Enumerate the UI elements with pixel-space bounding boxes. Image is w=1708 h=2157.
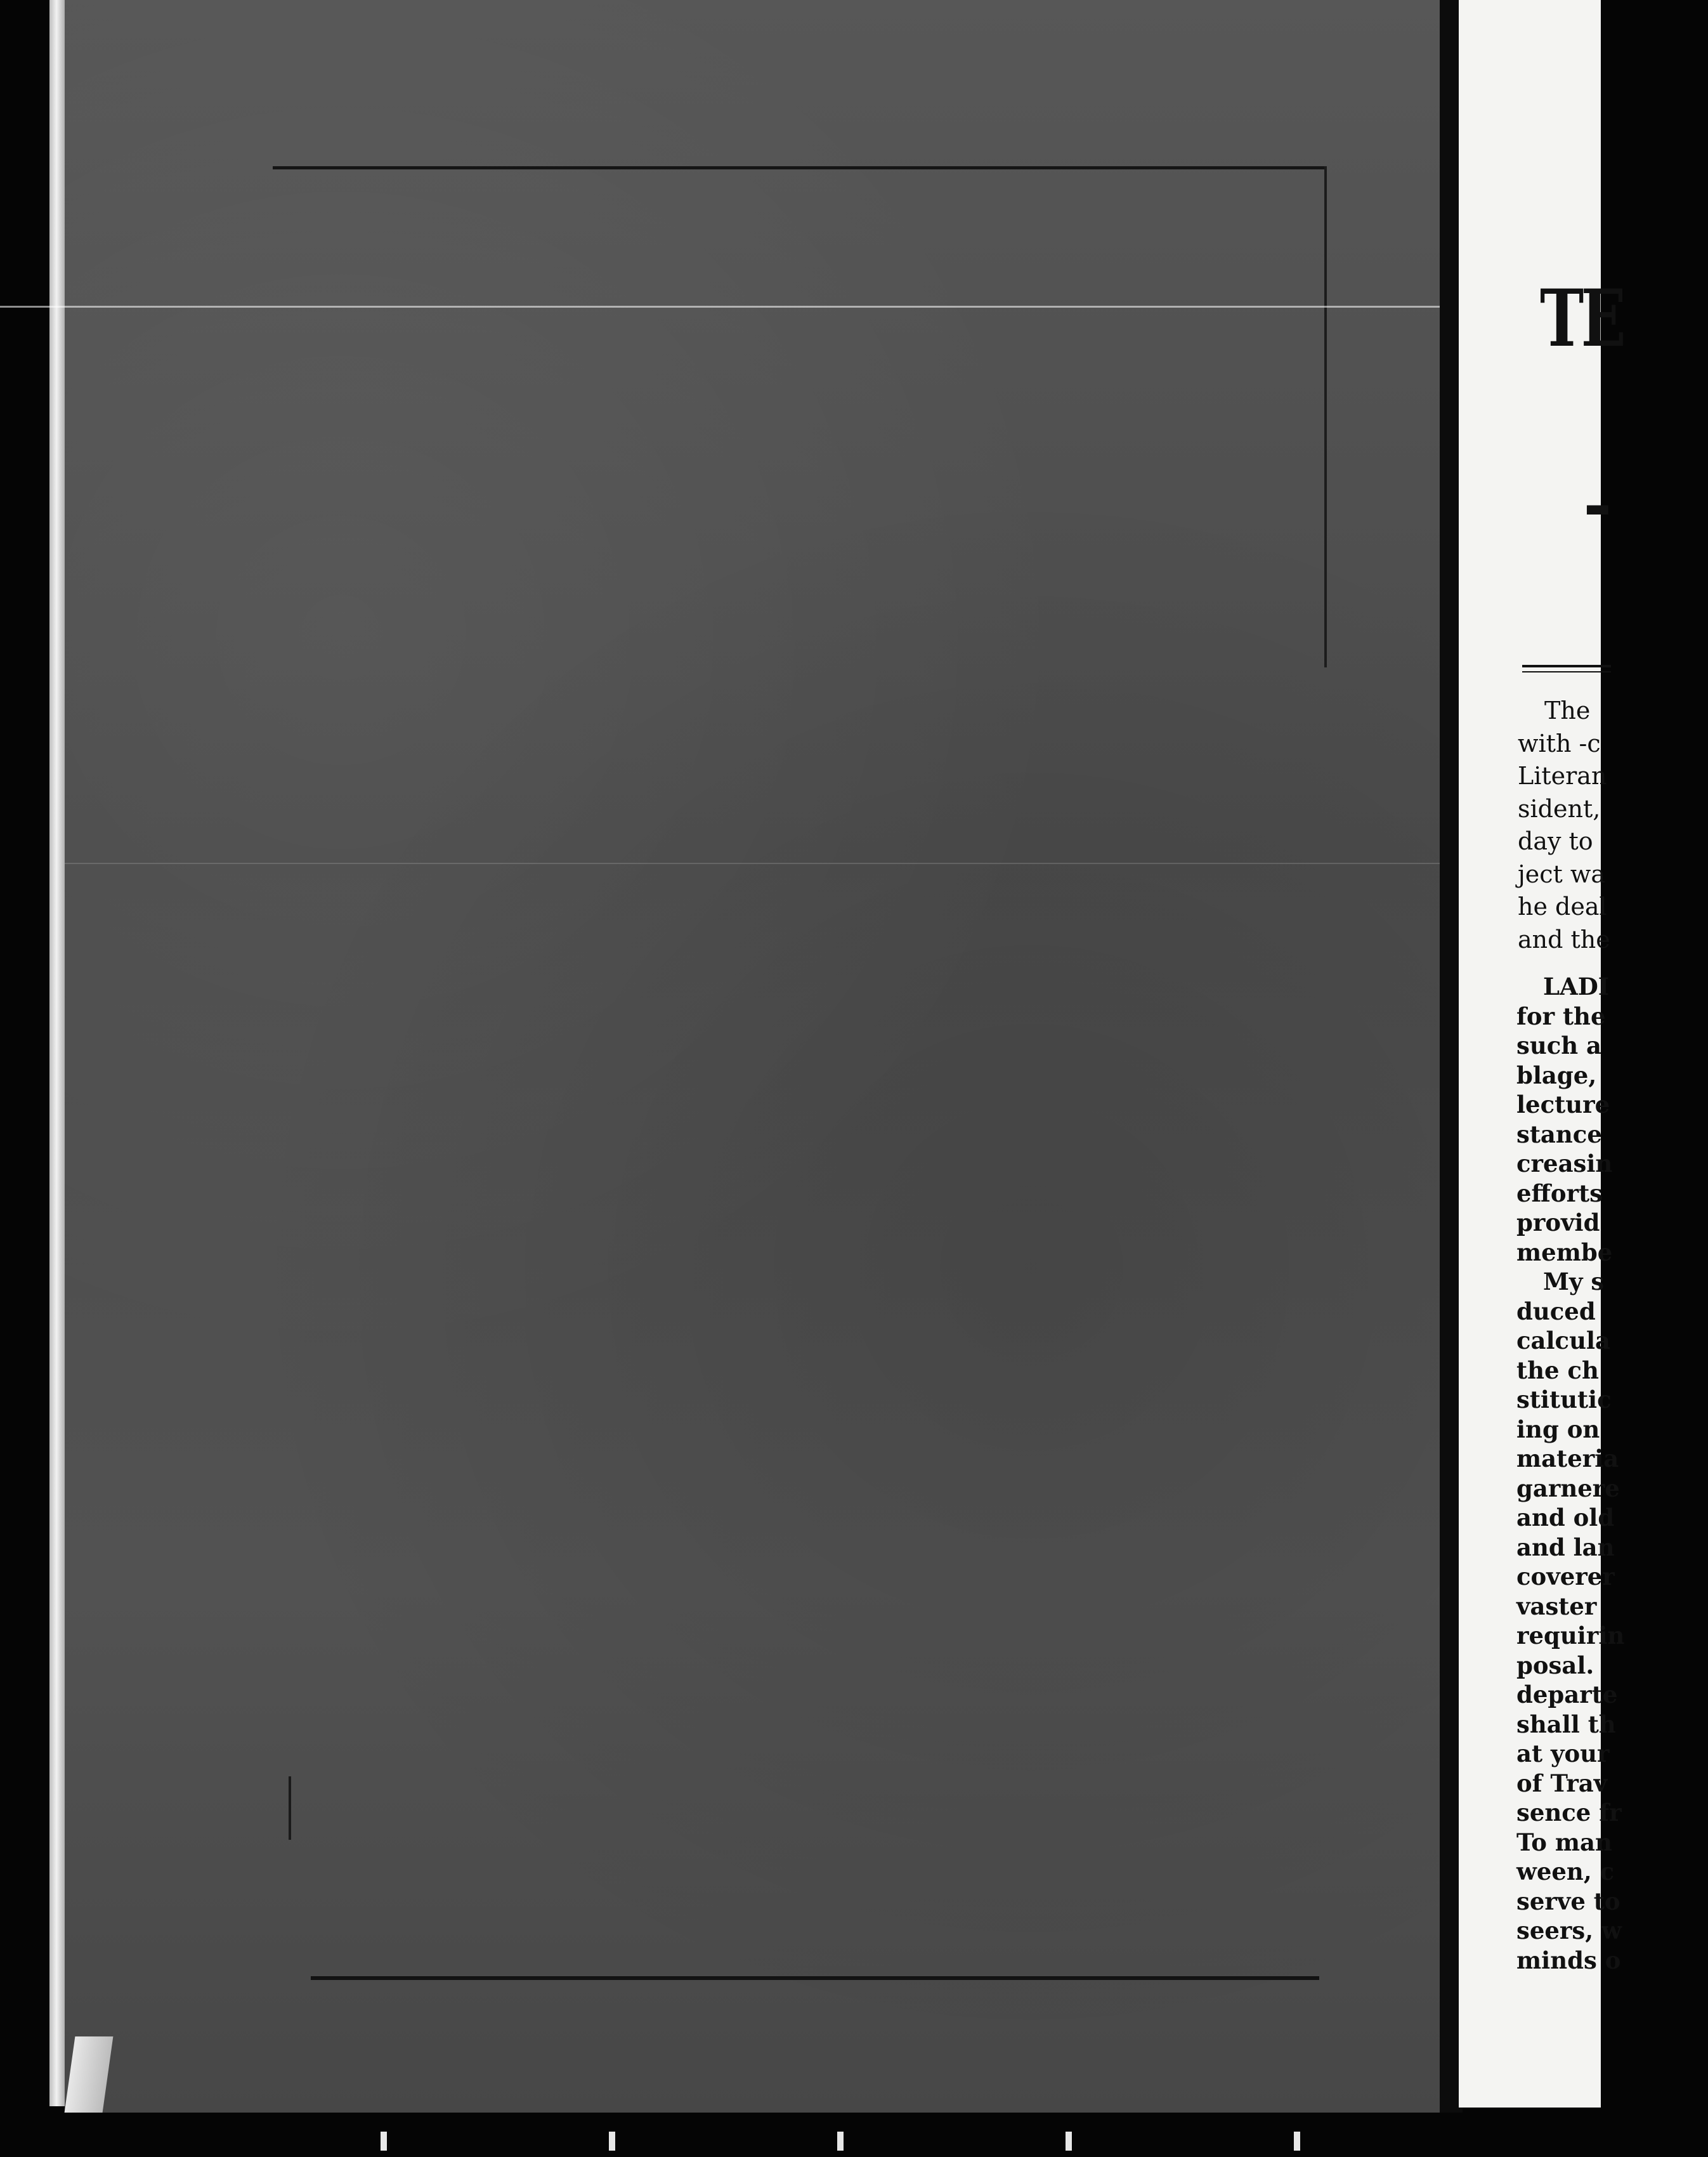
text-line: requirin xyxy=(1516,1622,1625,1649)
text-line: duced xyxy=(1516,1297,1596,1325)
text-line: stance xyxy=(1516,1120,1602,1148)
newspaper-page xyxy=(1459,0,1625,2108)
text-line: calcula xyxy=(1516,1327,1611,1354)
double-rule xyxy=(1522,665,1611,667)
text-line: blage, xyxy=(1516,1061,1597,1089)
text-line: coverer xyxy=(1516,1563,1615,1590)
text-line: posal. xyxy=(1516,1651,1594,1679)
masthead-subtitle: - xyxy=(1583,463,1612,545)
frame-line-top xyxy=(273,166,1326,169)
text-line: lecture xyxy=(1516,1091,1610,1118)
text-line: and lan xyxy=(1516,1533,1615,1561)
text-line: garnere xyxy=(1516,1474,1620,1502)
text-line: and old xyxy=(1516,1504,1615,1531)
text-line: departe xyxy=(1516,1681,1618,1708)
frame-line-left xyxy=(289,1776,291,1840)
text-line: The xyxy=(1544,697,1591,724)
frame-line-right xyxy=(1324,166,1327,667)
scan-mark xyxy=(837,2132,844,2151)
text-line: sident, xyxy=(1518,794,1601,823)
scan-artifact-line xyxy=(0,306,1446,308)
text-line: he deal xyxy=(1518,893,1607,921)
text-line: seers, w xyxy=(1516,1917,1622,1944)
text-line: the ch xyxy=(1516,1356,1599,1384)
scan-mark xyxy=(609,2132,615,2151)
text-line: materia xyxy=(1516,1445,1619,1472)
double-rule xyxy=(1522,671,1611,672)
text-line: and the xyxy=(1518,925,1610,954)
scan-artifact-line xyxy=(65,863,1446,864)
blank-cover-board xyxy=(65,0,1446,2113)
text-line: provid xyxy=(1516,1209,1600,1236)
text-line: vaster xyxy=(1516,1592,1597,1620)
frame-line-bottom xyxy=(311,1976,1319,1980)
text-line: such a xyxy=(1516,1032,1602,1059)
text-line: My s xyxy=(1543,1268,1605,1295)
masthead-title: TE xyxy=(1540,273,1624,365)
text-line: day to xyxy=(1518,827,1593,855)
text-line: for the xyxy=(1516,1002,1606,1030)
text-line: ing on xyxy=(1516,1415,1600,1443)
article-paragraph-2 xyxy=(1516,972,1707,1975)
article-paragraph-1 xyxy=(1518,695,1708,956)
text-line: membe xyxy=(1516,1238,1613,1266)
text-line: efforts xyxy=(1516,1179,1603,1207)
text-line: of Trav xyxy=(1516,1769,1608,1797)
text-line: ween, c xyxy=(1516,1858,1615,1885)
bottom-scan-marks xyxy=(381,2132,1332,2157)
text-line: with -c xyxy=(1518,729,1601,757)
text-line: at your xyxy=(1516,1740,1610,1767)
text-line: Literan xyxy=(1518,762,1607,790)
scan-mark xyxy=(1294,2132,1300,2151)
text-line: creasin xyxy=(1516,1150,1613,1177)
text-line: ject wa xyxy=(1518,860,1606,888)
scan-mark xyxy=(381,2132,387,2151)
text-line: minds o xyxy=(1516,1946,1621,1974)
text-line: stitutic xyxy=(1516,1386,1612,1413)
text-line: shall th xyxy=(1516,1710,1616,1738)
text-line: LADI xyxy=(1543,973,1610,1000)
text-line: serve to xyxy=(1516,1887,1620,1915)
scan-mark xyxy=(1066,2132,1072,2151)
text-line: To man xyxy=(1516,1828,1612,1856)
text-line: sence fr xyxy=(1516,1799,1622,1826)
